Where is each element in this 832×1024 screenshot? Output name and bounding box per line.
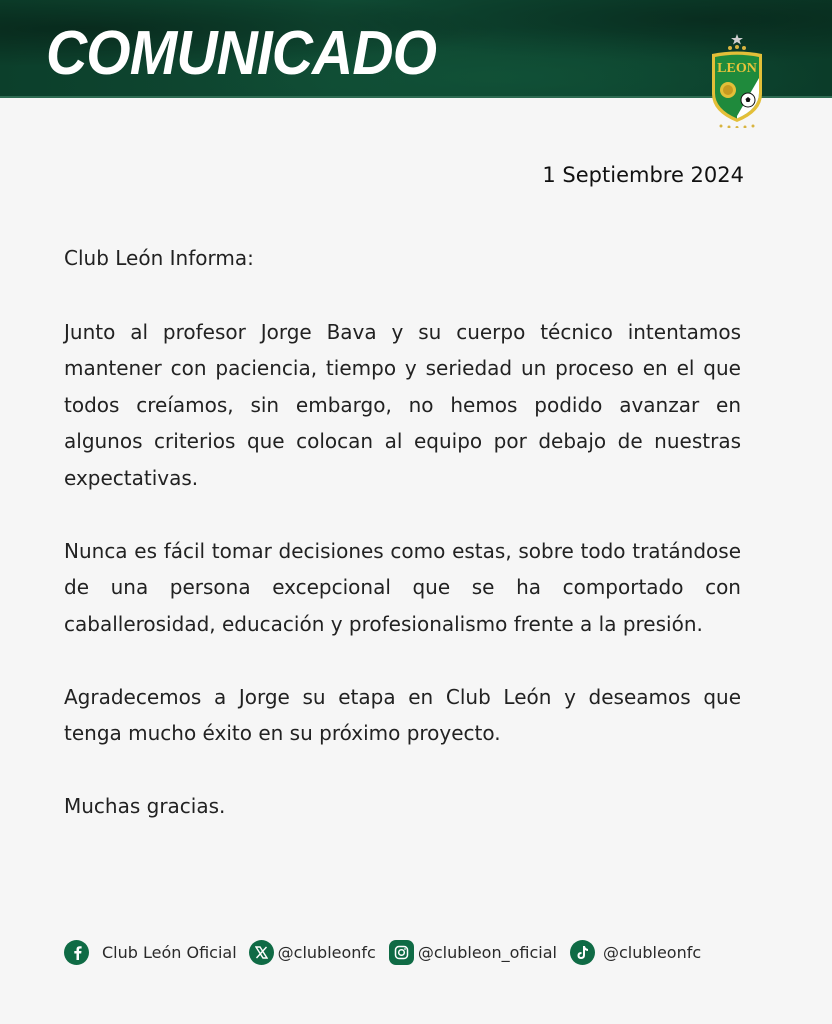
letter-paragraph: Junto al profesor Jorge Bava y su cuerpo técnico intentamos mantener con paciencia, tiempo y seriedad un proceso en el que todos creíamos, sin embargo, no hemos podido avanzar en algunos criterios que colocan al equipo por debajo de nuestras expectativas.: [64, 319, 741, 490]
social-label: Club León Oficial: [102, 942, 237, 962]
tiktok-icon: [570, 940, 595, 965]
social-tiktok[interactable]: [570, 940, 701, 965]
letter-body: [64, 240, 741, 861]
social-label: @clubleonfc: [602, 942, 702, 962]
letter-closing: Muchas gracias.: [64, 794, 226, 818]
svg-text:LEON: LEON: [717, 61, 757, 76]
page-title: COMUNICADO: [46, 19, 437, 88]
social-label: @clubleon_oficial: [417, 942, 557, 962]
social-x[interactable]: [249, 940, 376, 965]
header-banner: [0, 0, 832, 98]
letter-date: 1 Septiembre 2024: [542, 163, 744, 187]
social-footer: [64, 938, 714, 966]
x-icon: [249, 940, 274, 965]
facebook-icon: [64, 940, 89, 965]
social-label: @clubleonfc: [277, 942, 376, 962]
club-leon-crest-icon: [708, 32, 766, 128]
social-facebook[interactable]: [64, 940, 237, 965]
letter-paragraph: Agradecemos a Jorge su etapa en Club León y deseamos que tenga mucho éxito en su próximo proyecto.: [64, 684, 741, 745]
social-instagram[interactable]: [389, 940, 557, 965]
letter-greeting: Club León Informa:: [64, 246, 254, 270]
instagram-icon: [389, 940, 414, 965]
letter-paragraph: Nunca es fácil tomar decisiones como estas, sobre todo tratándose de una persona excepcional que se ha comportado con caballerosidad, educación y profesionalismo frente a la presión.: [64, 538, 741, 636]
